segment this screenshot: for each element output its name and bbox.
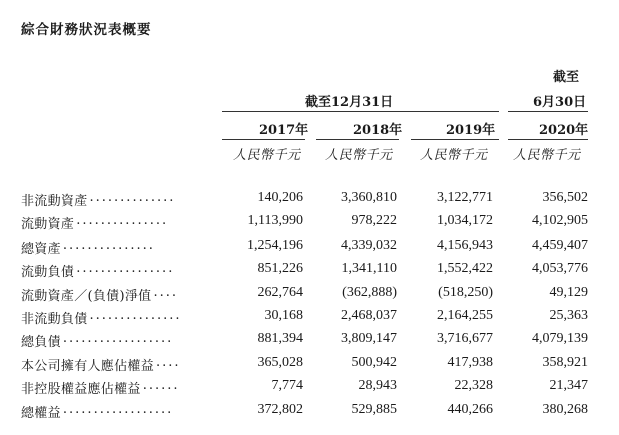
year-header-2020: 2020年 xyxy=(539,123,589,138)
row-label: 總負債 xyxy=(21,335,61,350)
cell-value: 7,774 xyxy=(271,378,303,393)
cell-value: 500,942 xyxy=(351,355,397,370)
cell-value: 4,053,776 xyxy=(532,261,588,276)
cell-value: 262,764 xyxy=(257,285,303,300)
cell-value: 30,168 xyxy=(264,308,303,323)
cell-value: 4,156,943 xyxy=(437,238,493,253)
table-row xyxy=(0,238,619,258)
cell-value: 978,222 xyxy=(351,213,397,228)
cell-value: 2,164,255 xyxy=(437,308,493,323)
table-row xyxy=(0,190,619,210)
unit-label-2017: 人民幣千元 xyxy=(233,148,301,163)
cell-value: 356,502 xyxy=(542,190,588,205)
year-rule-2019 xyxy=(411,139,499,140)
cell-value: 1,113,990 xyxy=(247,213,303,228)
cell-value: 440,266 xyxy=(447,402,493,417)
cell-value: 365,028 xyxy=(257,355,303,370)
cell-value: 1,254,196 xyxy=(247,238,303,253)
dot-leader: .... xyxy=(153,285,178,300)
as-at-label: 截至 xyxy=(553,70,580,85)
dot-leader: .................. xyxy=(62,331,174,346)
cell-value: 25,363 xyxy=(549,308,588,323)
cell-value: 2,468,037 xyxy=(341,308,397,323)
cell-value: 140,206 xyxy=(257,190,303,205)
row-label: 非控股權益應佔權益 xyxy=(21,382,141,397)
row-label: 非流動負債 xyxy=(21,312,88,327)
year-rule-2017 xyxy=(222,139,305,140)
table-row xyxy=(0,285,619,305)
table-row xyxy=(0,213,619,233)
cell-value: 1,552,422 xyxy=(437,261,493,276)
cell-value: 1,341,110 xyxy=(341,261,397,276)
cell-value: 529,885 xyxy=(351,402,397,417)
dot-leader: ................ xyxy=(76,261,175,276)
table-row xyxy=(0,261,619,281)
row-label: 流動資產 xyxy=(21,217,75,232)
cell-value: 3,122,771 xyxy=(437,190,493,205)
row-label: 本公司擁有人應佔權益 xyxy=(21,359,155,374)
dot-leader: .... xyxy=(156,355,181,370)
cell-value: 4,459,407 xyxy=(532,238,588,253)
cell-value: 22,328 xyxy=(454,378,493,393)
unit-label-2020: 人民幣千元 xyxy=(513,148,581,163)
table-row xyxy=(0,355,619,375)
dot-leader: ............... xyxy=(89,308,182,323)
table-row xyxy=(0,402,619,422)
group-rule xyxy=(222,111,499,112)
section-title: 綜合財務狀況表概要 xyxy=(21,22,152,38)
dot-leader: ............... xyxy=(76,213,169,228)
row-label: 總資產 xyxy=(21,242,61,257)
year-rule-2020 xyxy=(508,139,588,140)
cell-value: 417,938 xyxy=(447,355,493,370)
year-header-2017: 2017年 xyxy=(259,123,309,138)
cell-value: 4,079,139 xyxy=(532,331,588,346)
year-rule-2018 xyxy=(316,139,399,140)
unit-label-2019: 人民幣千元 xyxy=(420,148,488,163)
row-label: 流動資產／(負債)淨值 xyxy=(21,289,152,304)
cell-value: 3,809,147 xyxy=(341,331,397,346)
table-row xyxy=(0,331,619,351)
cell-value: 49,129 xyxy=(549,285,588,300)
cell-value: 21,347 xyxy=(549,378,588,393)
row-label: 流動負債 xyxy=(21,265,75,280)
table-row xyxy=(0,378,619,398)
unit-label-2018: 人民幣千元 xyxy=(325,148,393,163)
cell-value: 4,102,905 xyxy=(532,213,588,228)
cell-value: 881,394 xyxy=(257,331,303,346)
cell-value: 380,268 xyxy=(542,402,588,417)
table-row xyxy=(0,308,619,328)
cell-value: 3,360,810 xyxy=(341,190,397,205)
dot-leader: ...... xyxy=(142,378,180,393)
period-group-label: 截至12月31日 xyxy=(305,95,394,110)
dot-leader: .............. xyxy=(89,190,176,205)
row-label: 總權益 xyxy=(21,406,61,421)
cell-value: 4,339,032 xyxy=(341,238,397,253)
cell-value: 358,921 xyxy=(542,355,588,370)
cell-value: 851,226 xyxy=(257,261,303,276)
cell-value: (362,888) xyxy=(342,285,397,300)
june-30-label: 6月30日 xyxy=(533,95,587,110)
year-header-2018: 2018年 xyxy=(353,123,403,138)
year-header-2019: 2019年 xyxy=(446,123,496,138)
dot-leader: .................. xyxy=(62,402,174,417)
june-rule xyxy=(508,111,588,112)
cell-value: 3,716,677 xyxy=(437,331,493,346)
cell-value: 28,943 xyxy=(358,378,397,393)
row-label: 非流動資產 xyxy=(21,194,88,209)
cell-value: 1,034,172 xyxy=(437,213,493,228)
cell-value: (518,250) xyxy=(438,285,493,300)
cell-value: 372,802 xyxy=(257,402,303,417)
dot-leader: ............... xyxy=(62,238,155,253)
